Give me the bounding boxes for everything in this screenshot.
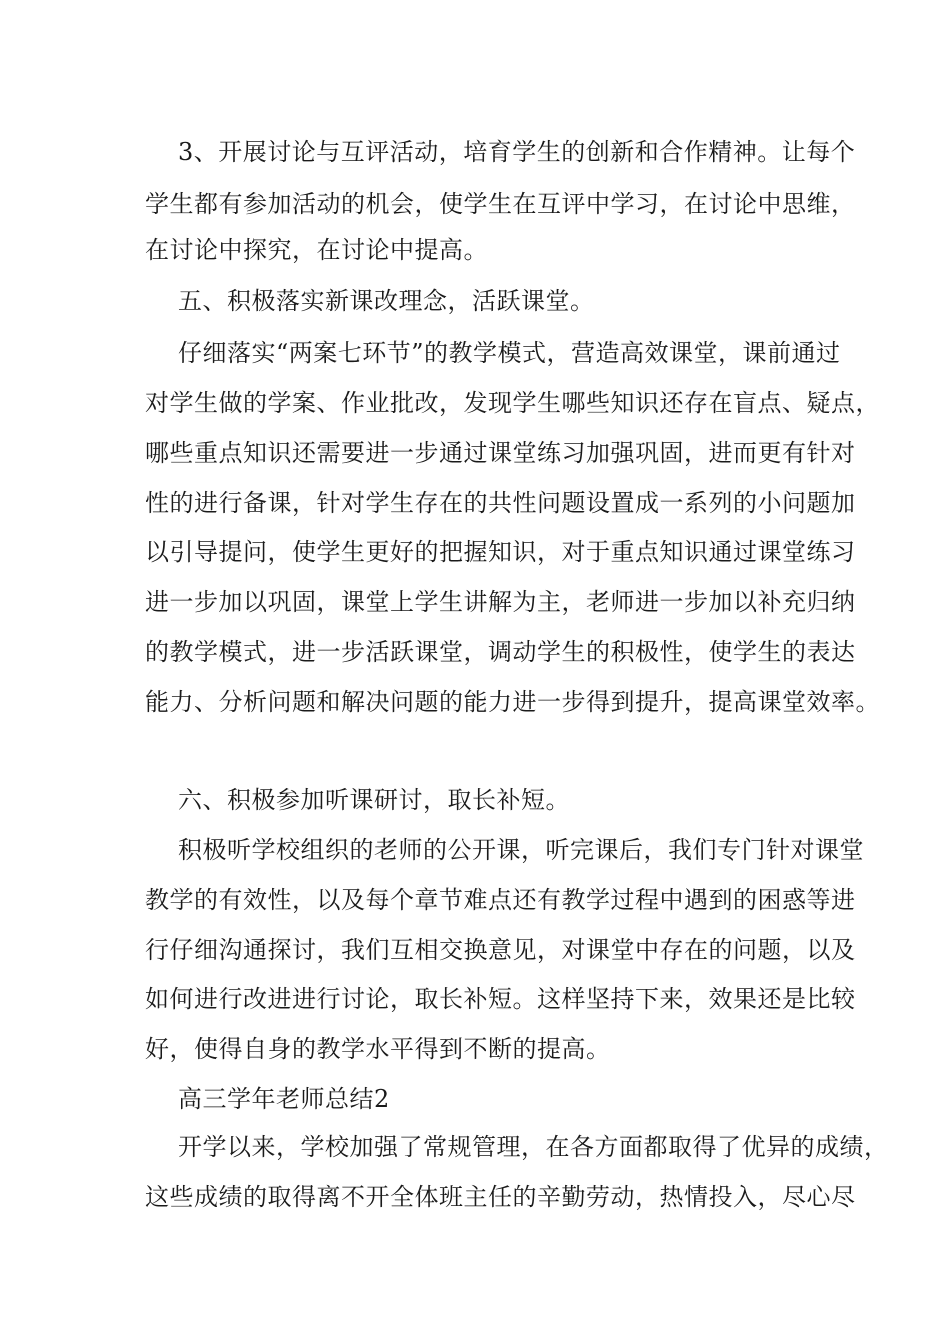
- paragraph-line: 性的进行备课，针对学生存在的共性问题设置成一系列的小问题加: [145, 489, 856, 517]
- paragraph-line: 教学的有效性，以及每个章节难点还有教学过程中遇到的困惑等进: [145, 886, 856, 914]
- section-heading: 五、积极落实新课改理念，活跃课堂。: [178, 287, 595, 315]
- paragraph-line: 3、开展讨论与互评活动，培育学生的创新和合作精神。让每个: [178, 138, 856, 166]
- paragraph-line: 学生都有参加活动的机会，使学生在互评中学习，在讨论中思维，: [145, 190, 856, 218]
- paragraph-line: 积极听学校组织的老师的公开课，听完课后，我们专门针对课堂: [178, 836, 864, 864]
- paragraph-line: 这些成绩的取得离不开全体班主任的辛勤劳动，热情投入，尽心尽: [145, 1183, 856, 1211]
- paragraph-line: 的教学模式，进一步活跃课堂，调动学生的积极性，使学生的表达: [145, 638, 856, 666]
- paragraph-line: 在讨论中探究，在讨论中提高。: [145, 236, 488, 264]
- paragraph-line: 能力、分析问题和解决问题的能力进一步得到提升，提高课堂效率。: [145, 688, 880, 716]
- paragraph-line: 如何进行改进进行讨论，取长补短。这样坚持下来，效果还是比较: [145, 985, 856, 1013]
- paragraph-line: 行仔细沟通探讨，我们互相交换意见，对课堂中存在的问题，以及: [145, 936, 856, 964]
- paragraph-line: 好，使得自身的教学水平得到不断的提高。: [145, 1035, 611, 1063]
- paragraph-line: 进一步加以巩固，课堂上学生讲解为主，老师进一步加以补充归纳: [145, 588, 856, 616]
- section-heading: 高三学年老师总结2: [178, 1085, 390, 1113]
- paragraph-line: 仔细落实“两案七环节”的教学模式，营造高效课堂，课前通过: [178, 339, 841, 367]
- paragraph-line: 哪些重点知识还需要进一步通过课堂练习加强巩固，进而更有针对: [145, 439, 856, 467]
- paragraph-line: 以引导提问，使学生更好的把握知识，对于重点知识通过课堂练习: [145, 538, 856, 566]
- section-heading: 六、积极参加听课研讨，取长补短。: [178, 786, 570, 814]
- paragraph-line: 开学以来，学校加强了常规管理，在各方面都取得了优异的成绩，: [178, 1133, 889, 1161]
- paragraph-line: 对学生做的学案、作业批改，发现学生哪些知识还存在盲点、疑点，: [145, 389, 880, 417]
